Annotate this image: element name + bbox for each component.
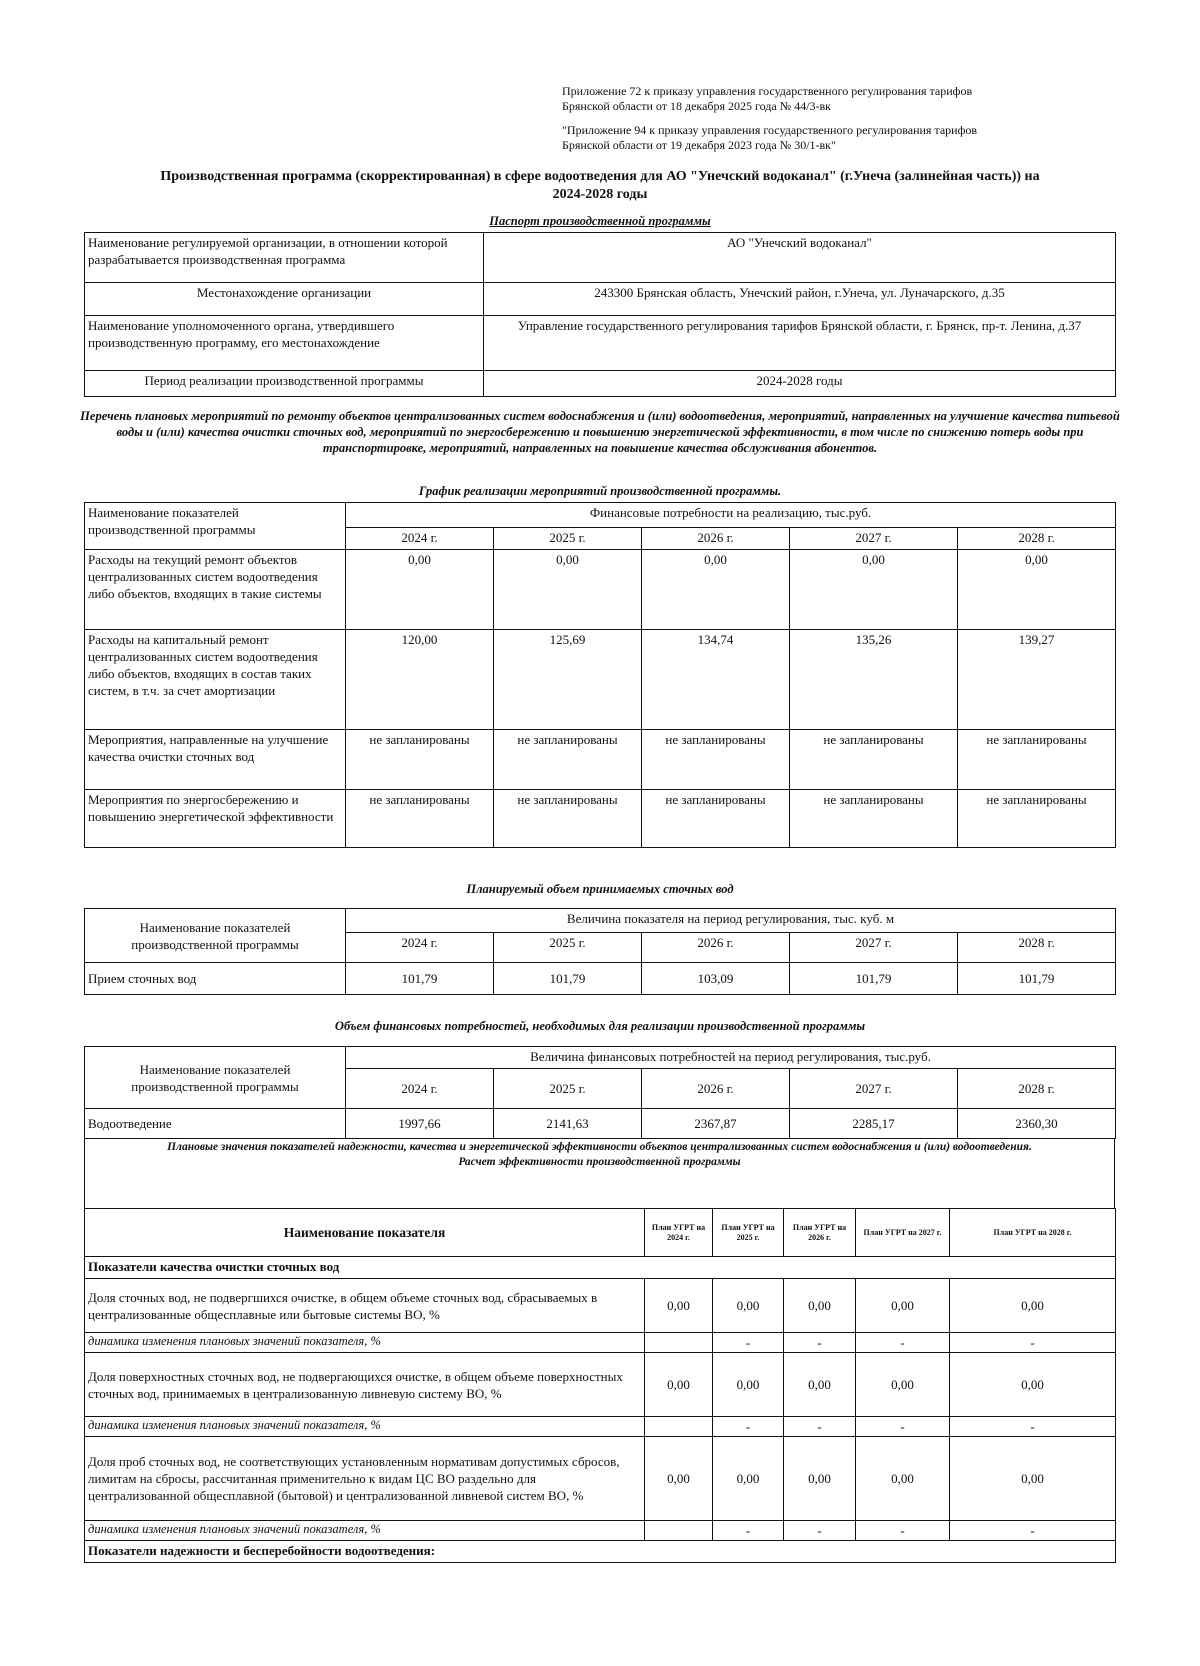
cell-value: 2360,30 (958, 1109, 1116, 1139)
row-label: Расходы на текущий ремонт объектов централизованных систем водоотведения либо объектов, входящих в такие системы (85, 550, 346, 630)
year-head: 2024 г. (346, 1069, 494, 1109)
cell-value: 0,00 (645, 1279, 713, 1333)
cell-value: 0,00 (856, 1279, 950, 1333)
appendix-line: Брянской области от 18 декабря 2025 года № 44/3-вк (562, 99, 832, 113)
cell-value: 0,00 (645, 1437, 713, 1521)
cell-value: не запланированы (958, 790, 1116, 848)
cell-value: 0,00 (950, 1279, 1116, 1333)
cell-value: 101,79 (494, 963, 642, 995)
table-row (85, 630, 1116, 730)
dynamics-label: динамика изменения плановых значений показателя, % (85, 1521, 645, 1541)
cell-value: - (950, 1417, 1116, 1437)
cell-value: 0,00 (784, 1353, 856, 1417)
cell-value: 125,69 (494, 630, 642, 730)
page-title: Производственная программа (скорректированная) в сфере водоотведения для АО "Унечский водоканал" (г.Унеча (залинейная часть)) на 2024-2028 годы (160, 169, 1040, 202)
table-row (85, 963, 1116, 995)
appendix-line: Брянской области от 19 декабря 2023 года № 30/1-вк" (562, 138, 836, 152)
volume-table (84, 908, 1116, 995)
passport-label: Наименование уполномоченного органа, утвердившего производственную программу, его местонахождение (85, 316, 484, 371)
cell-value: - (856, 1521, 950, 1541)
measures-caption: График реализации мероприятий производственной программы. (418, 484, 782, 498)
plan-head: План УГРТ на 2028 г. (950, 1209, 1116, 1257)
table-row (85, 730, 1116, 790)
cell-value (645, 1521, 713, 1541)
cell-value: 0,00 (494, 550, 642, 630)
cell-value: 0,00 (958, 550, 1116, 630)
cell-value: 0,00 (784, 1279, 856, 1333)
passport-value: Управление государственного регулирования тарифов Брянской области, г. Брянск, пр-т. Ленина, д.37 (484, 316, 1116, 371)
cell-value: - (950, 1521, 1116, 1541)
cell-value (645, 1417, 713, 1437)
dynamics-row (85, 1417, 1116, 1437)
cell-value: 0,00 (713, 1279, 784, 1333)
year-head: 2026 г. (642, 1069, 790, 1109)
cell-value: 120,00 (346, 630, 494, 730)
dynamics-label: динамика изменения плановых значений показателя, % (85, 1417, 645, 1437)
year-head: 2025 г. (494, 1069, 642, 1109)
table-row (85, 1353, 1116, 1417)
cell-value: не запланированы (346, 790, 494, 848)
row-label: Мероприятия, направленные на улучшение качества очистки сточных вод (85, 730, 346, 790)
passport-caption: Паспорт производственной программы (489, 214, 711, 228)
measures-group-head: Финансовые потребности на реализацию, тыс.руб. (346, 503, 1116, 528)
passport-label: Местонахождение организации (85, 283, 484, 316)
plan-head: План УГРТ на 2025 г. (713, 1209, 784, 1257)
cell-value: 139,27 (958, 630, 1116, 730)
cell-value: не запланированы (346, 730, 494, 790)
cell-value: 0,00 (856, 1353, 950, 1417)
passport-value: 2024-2028 годы (484, 371, 1116, 397)
cell-value: 0,00 (790, 550, 958, 630)
year-head: 2026 г. (642, 933, 790, 963)
year-head: 2024 г. (346, 933, 494, 963)
cell-value: не запланированы (790, 790, 958, 848)
cell-value: - (713, 1417, 784, 1437)
year-head: 2027 г. (790, 528, 958, 550)
year-head: 2028 г. (958, 528, 1116, 550)
cell-value: - (713, 1333, 784, 1353)
finance-group-head: Величина финансовых потребностей на период регулирования, тыс.руб. (346, 1047, 1116, 1069)
cell-value: 0,00 (856, 1437, 950, 1521)
cell-value: 101,79 (790, 963, 958, 995)
row-label: Мероприятия по энергосбережению и повышению энергетической эффективности (85, 790, 346, 848)
year-head: 2028 г. (958, 1069, 1116, 1109)
appendix-block (562, 84, 1082, 153)
cell-value: не запланированы (494, 790, 642, 848)
row-label: Прием сточных вод (85, 963, 346, 995)
volume-col-head: Наименование показателей производственной программы (85, 909, 346, 963)
year-head: 2028 г. (958, 933, 1116, 963)
year-head: 2027 г. (790, 933, 958, 963)
cell-value: - (856, 1333, 950, 1353)
cell-value: 1997,66 (346, 1109, 494, 1139)
table-row (85, 790, 1116, 848)
year-head: 2025 г. (494, 528, 642, 550)
passport-label: Наименование регулируемой организации, в отношении которой разрабатывается производственная программа (85, 233, 484, 283)
appendix-line: "Приложение 94 к приказу управления государственного регулирования тарифов (562, 123, 978, 137)
cell-value: 101,79 (958, 963, 1116, 995)
year-head: 2025 г. (494, 933, 642, 963)
volume-caption: Планируемый объем принимаемых сточных вод (466, 882, 734, 896)
cell-value: - (950, 1333, 1116, 1353)
cell-value: - (784, 1521, 856, 1541)
cell-value: 2367,87 (642, 1109, 790, 1139)
plan-head: План УГРТ на 2024 г. (645, 1209, 713, 1257)
cell-value: не запланированы (642, 730, 790, 790)
dynamics-row (85, 1521, 1116, 1541)
plan-head: План УГРТ на 2027 г. (856, 1209, 950, 1257)
finance-table (84, 1046, 1116, 1139)
row-label: Доля проб сточных вод, не соответствующих установленным нормативам допустимых сбросов, лимитам на сбросы, рассчитанная применительно к видам ЦС ВО раздельно для централизованной общесплавной (бытовой) и централизованной ливневой систем ВО, % (85, 1437, 645, 1521)
passport-label: Период реализации производственной программы (85, 371, 484, 397)
table-row (85, 1109, 1116, 1139)
passport-value: 243300 Брянская область, Унечский район, г.Унеча, ул. Луначарского, д.35 (484, 283, 1116, 316)
row-label: Доля поверхностных сточных вод, не подвергающихся очистке, в общем объеме поверхностных сточных вод, принимаемых в централизованную ливневую систему ВО, % (85, 1353, 645, 1417)
volume-group-head: Величина показателя на период регулирования, тыс. куб. м (346, 909, 1116, 933)
cell-value: 101,79 (346, 963, 494, 995)
row-label: Расходы на капитальный ремонт централизованных систем водоотведения либо объектов, входящих в состав таких систем, в т.ч. за счет амортизации (85, 630, 346, 730)
indicators-caption: Расчет эффективности производственной программы (458, 1156, 741, 1168)
table-row (85, 1279, 1116, 1333)
appendix-line: Приложение 72 к приказу управления государственного регулирования тарифов (562, 84, 973, 98)
cell-value: не запланированы (642, 790, 790, 848)
year-head: 2027 г. (790, 1069, 958, 1109)
cell-value: не запланированы (790, 730, 958, 790)
section-heading: Показатели качества очистки сточных вод (85, 1257, 1116, 1279)
year-head: 2024 г. (346, 528, 494, 550)
cell-value: 0,00 (645, 1353, 713, 1417)
measures-col-head: Наименование показателей производственной программы (85, 503, 346, 550)
section-heading: Показатели надежности и бесперебойности водоотведения: (85, 1541, 1116, 1563)
cell-value: 0,00 (950, 1437, 1116, 1521)
finance-caption: Объем финансовых потребностей, необходимых для реализации производственной программы (334, 1019, 866, 1033)
finance-col-head: Наименование показателей производственной программы (85, 1047, 346, 1109)
plan-head: План УГРТ на 2026 г. (784, 1209, 856, 1257)
cell-value: - (784, 1417, 856, 1437)
indicators-heading-box (84, 1138, 1115, 1208)
cell-value: 0,00 (642, 550, 790, 630)
table-row (85, 1437, 1116, 1521)
cell-value: - (856, 1417, 950, 1437)
cell-value: 0,00 (713, 1353, 784, 1417)
measures-heading: Перечень плановых мероприятий по ремонту объектов централизованных систем водоснабжения и (или) водоотведения, мероприятий, направленных на улучшение качества питьевой воды и (или) качества очистки сточных вод, мероприятий по энергосбережению и повышению энергетической эффективности, в том числе по снижению потерь воды при транспортировке, мероприятий, направленных на повышение качества обслуживания абонентов. (80, 409, 1120, 455)
cell-value (645, 1333, 713, 1353)
indicators-col-head: Наименование показателя (85, 1209, 645, 1257)
cell-value: не запланированы (494, 730, 642, 790)
cell-value: 134,74 (642, 630, 790, 730)
cell-value: 103,09 (642, 963, 790, 995)
table-row (85, 550, 1116, 630)
cell-value: 0,00 (713, 1437, 784, 1521)
cell-value: не запланированы (958, 730, 1116, 790)
passport-value: АО "Унечский водоканал" (484, 233, 1116, 283)
measures-table (84, 502, 1116, 848)
dynamics-label: динамика изменения плановых значений показателя, % (85, 1333, 645, 1353)
cell-value: 0,00 (784, 1437, 856, 1521)
cell-value: 0,00 (346, 550, 494, 630)
cell-value: - (713, 1521, 784, 1541)
dynamics-row (85, 1333, 1116, 1353)
row-label: Доля сточных вод, не подвергшихся очистке, в общем объеме сточных вод, сбрасываемых в централизованные общесплавные или бытовые системы ВО, % (85, 1279, 645, 1333)
cell-value: - (784, 1333, 856, 1353)
cell-value: 2285,17 (790, 1109, 958, 1139)
year-head: 2026 г. (642, 528, 790, 550)
indicators-table (84, 1208, 1116, 1563)
cell-value: 135,26 (790, 630, 958, 730)
indicators-heading: Плановые значения показателей надежности, качества и энергетической эффективности объектов централизованных систем водоснабжения и (или) водоотведения. (167, 1141, 1032, 1153)
passport-table (84, 232, 1116, 397)
cell-value: 2141,63 (494, 1109, 642, 1139)
row-label: Водоотведение (85, 1109, 346, 1139)
cell-value: 0,00 (950, 1353, 1116, 1417)
